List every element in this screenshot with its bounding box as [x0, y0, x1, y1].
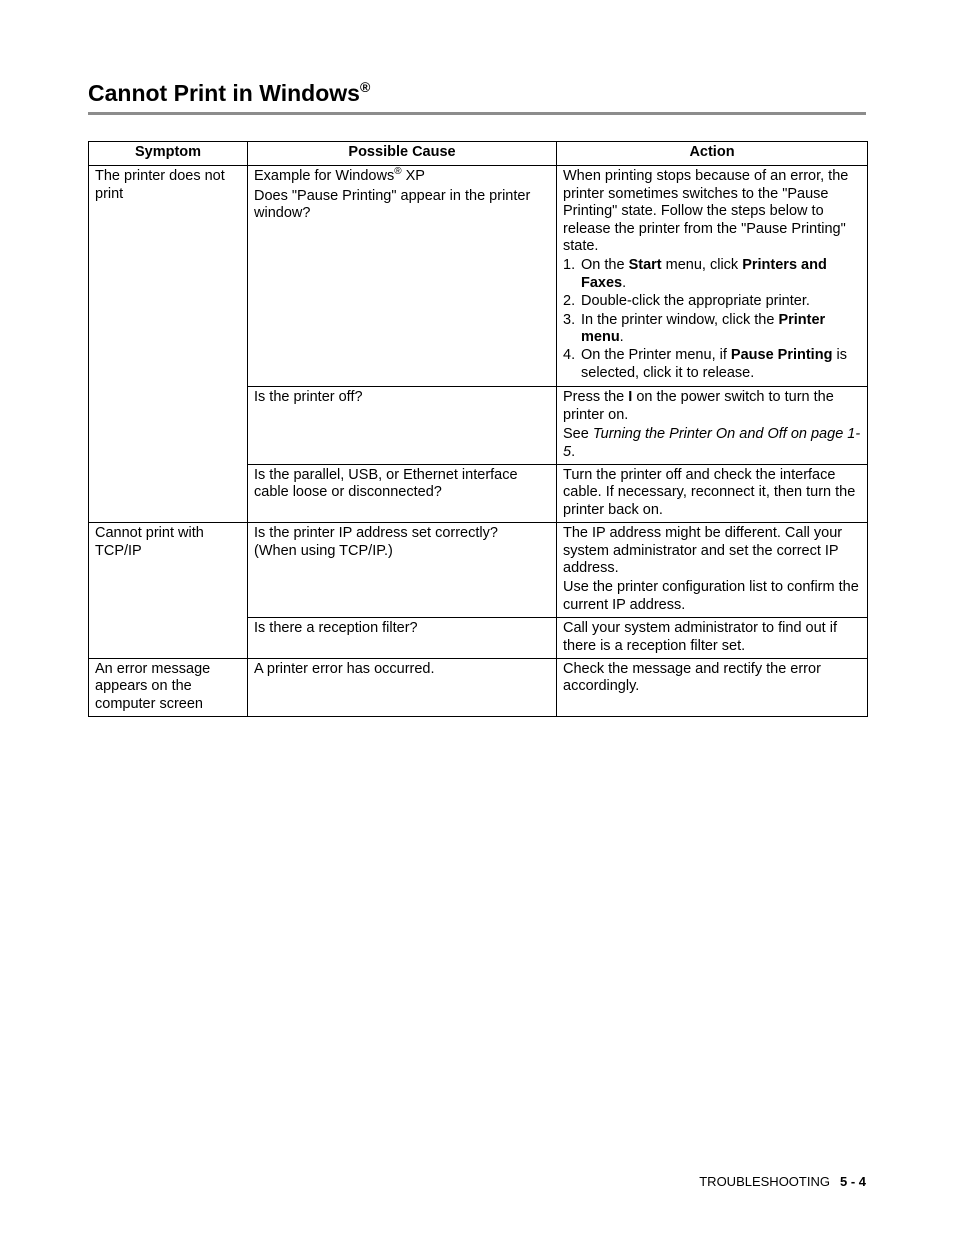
symptom-cell: An error message appears on the computer screen	[89, 658, 248, 716]
see-text: .	[571, 443, 576, 460]
troubleshooting-table	[88, 141, 868, 717]
action-cell: Turn the printer off and check the interface cable. If necessary, reconnect it, then turn the printer back on.	[557, 464, 868, 522]
step-text: .	[619, 329, 624, 346]
step-text: is selected, click it to release.	[581, 347, 847, 381]
step-number: 1.	[563, 257, 576, 274]
page-number: 5 - 4	[839, 1174, 866, 1189]
action-cell: Check the message and rectify the error accordingly.	[557, 658, 868, 716]
action-step	[563, 293, 861, 310]
action-bold: I	[628, 389, 633, 406]
step-text: .	[622, 274, 627, 291]
page-footer	[699, 1174, 866, 1190]
action-cell	[557, 387, 868, 465]
action-text: on the power switch to turn the printer on.	[563, 389, 834, 423]
step-text: On the Printer menu, if	[581, 347, 731, 364]
step-text: On the	[581, 257, 629, 274]
cause-cell: Is the printer off?	[248, 387, 557, 465]
action-cell	[557, 166, 868, 387]
header-symptom: Symptom	[89, 142, 248, 166]
cause-cell: Is there a reception filter?	[248, 618, 557, 659]
symptom-cell: The printer does not print	[89, 166, 248, 523]
cause-cell: A printer error has occurred.	[248, 658, 557, 716]
action-intro: When printing stops because of an error, the printer sometimes switches to the "Pause Printing" state. Follow the steps below to release the printer from the "Pause Printing" state.	[563, 168, 849, 255]
action-step	[563, 312, 861, 347]
action-text: Press the	[563, 389, 629, 406]
action-step	[563, 347, 861, 382]
registered-mark: ®	[394, 166, 402, 178]
cause-line	[254, 168, 550, 185]
step-number: 3.	[563, 311, 576, 328]
see-text: See	[563, 426, 593, 443]
step-bold: Start	[628, 257, 662, 274]
page-title-text: Cannot Print in Windows	[88, 80, 360, 106]
page-title	[88, 78, 370, 108]
action-line: The IP address might be different. Call your system administrator and set the correct IP address.	[563, 525, 843, 576]
action-cell: Call your system administrator to find out if there is a reception filter set.	[557, 618, 868, 659]
action-line: Use the printer configuration list to confirm the current IP address.	[563, 579, 859, 613]
step-bold: Printers and Faxes	[581, 257, 827, 291]
cause-text: Example for Windows	[254, 168, 395, 185]
cause-cell: Is the parallel, USB, or Ethernet interface cable loose or disconnected?	[248, 464, 557, 522]
step-text: menu, click	[661, 257, 743, 274]
cause-line: Is the printer IP address set correctly?	[254, 525, 498, 542]
see-reference	[563, 426, 861, 461]
table-row	[89, 166, 868, 387]
step-text: In the printer window, click the	[581, 311, 779, 328]
header-possible-cause: Possible Cause	[248, 142, 557, 166]
table-row	[89, 523, 868, 618]
step-text: Double-click the appropriate printer.	[581, 293, 810, 310]
step-bold: Pause Printing	[730, 347, 833, 364]
registered-mark: ®	[359, 79, 371, 95]
cause-text: XP	[401, 168, 425, 185]
step-bold: Printer menu	[581, 311, 826, 346]
cause-cell	[248, 523, 557, 618]
table-header-row	[89, 142, 868, 166]
footer-section: TROUBLESHOOTING	[699, 1174, 830, 1189]
action-step	[563, 257, 861, 292]
header-action: Action	[557, 142, 868, 166]
title-rule	[88, 112, 866, 115]
step-number: 4.	[563, 347, 576, 364]
step-number: 2.	[563, 293, 576, 310]
action-steps	[563, 257, 861, 382]
action-cell	[557, 523, 868, 618]
table-row	[89, 658, 868, 716]
cross-reference: Turning the Printer On and Off on page 1-5	[563, 426, 861, 460]
cause-line: Does "Pause Printing" appear in the printer window?	[254, 187, 531, 222]
action-line	[563, 389, 861, 424]
cause-cell	[248, 166, 557, 387]
cause-line: (When using TCP/IP.)	[254, 542, 393, 559]
symptom-cell: Cannot print with TCP/IP	[89, 523, 248, 659]
